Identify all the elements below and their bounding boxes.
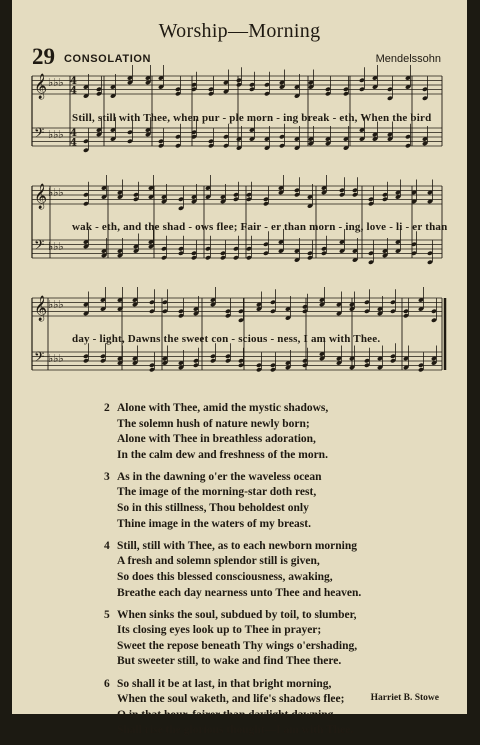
key-signature: ♭♭♭: [48, 298, 64, 311]
verse-number: 2: [104, 402, 110, 414]
verse-4: [104, 539, 361, 601]
tune-name: CONSOLATION: [64, 53, 152, 65]
time-signature: 4: [70, 128, 77, 139]
key-signature: ♭♭♭: [48, 76, 64, 89]
verse-5: [104, 608, 361, 670]
key-signature: ♭♭♭: [48, 352, 64, 365]
verse-line: A fresh and solemn splendor still is given,: [117, 555, 320, 568]
lyric-line-1: Still, still with Thee, when pur - ple morn - ing break - eth, When the bird: [72, 112, 432, 124]
verse-line: So does this blessed consciousness, awaking,: [117, 570, 333, 583]
verse-line: Still, still with Thee, as to each newborn morning: [117, 539, 358, 552]
time-signature: 4: [70, 137, 77, 149]
verse-line: Sweet the repose beneath Thy wings o'ershading,: [117, 639, 358, 652]
verse-number: 6: [104, 677, 110, 690]
time-signature: 4: [70, 76, 77, 87]
key-signature: ♭♭♭: [48, 186, 64, 199]
verses: [104, 401, 361, 745]
section-title: Worship—Morning: [158, 20, 321, 42]
verse-6: [104, 677, 361, 739]
verse-line: Breathe each day nearness unto Thee and heaven.: [117, 586, 362, 599]
bass-clef: 𝄢: [34, 237, 45, 256]
key-signature: ♭♭♭: [48, 128, 64, 141]
author-credit: Harriet B. Stowe: [370, 693, 439, 703]
time-signature: 4: [70, 85, 77, 97]
treble-clef: 𝄞: [34, 184, 48, 209]
treble-clef: 𝄞: [34, 296, 48, 321]
verse-line: The solemn hush of nature newly born;: [117, 417, 310, 430]
verse-line: So shall it be at last, in that bright morning,: [117, 677, 332, 690]
bass-clef: 𝄢: [34, 349, 45, 368]
verse-line: The image of the morning-star doth rest,: [117, 486, 317, 499]
bass-clef: 𝄢: [34, 125, 45, 144]
verse-line: O in that hour, fairer than daylight dawning,: [117, 708, 337, 721]
hymnal-page: [12, 0, 467, 737]
key-signature: ♭♭♭: [48, 240, 64, 253]
treble-clef: 𝄞: [34, 74, 48, 99]
verse-3: [104, 470, 361, 532]
verse-line: Alone with Thee in breathless adoration,: [117, 433, 316, 446]
verse-line: As in the dawning o'er the waveless ocean: [117, 470, 322, 483]
verse-number: 5: [104, 608, 110, 621]
composer-credit: Mendelssohn: [375, 53, 441, 65]
verse-number: 4: [104, 539, 110, 552]
verse-line: Shall rise the glorious thought—I am with Thee.: [117, 724, 354, 737]
verse-line: Its closing eyes look up to Thee in prayer;: [117, 624, 322, 637]
verse-line: So in this stillness, Thou beholdest only: [117, 502, 309, 515]
verse-line: Thine image in the waters of my breast.: [117, 517, 311, 530]
lyric-line-3: day - light, Dawns the sweet con - scious - ness, I am with Thee.: [72, 333, 381, 345]
hymn-number: 29: [32, 44, 55, 69]
verse-line: When the soul waketh, and life's shadows flee;: [117, 693, 345, 706]
verse-number: 3: [104, 470, 110, 483]
verse-2: [104, 401, 361, 463]
lyric-line-2: wak - eth, and the shad - ows flee; Fair - er than morn - ing, love - li - er than: [72, 221, 448, 233]
verse-line: In the calm dew and freshness of the morn.: [117, 448, 328, 461]
verse-line: When sinks the soul, subdued by toil, to slumber,: [117, 608, 357, 621]
verse-line: But sweeter still, to wake and find Thee there.: [117, 655, 342, 668]
verse-line: Alone with Thee, amid the mystic shadows,: [117, 402, 329, 414]
